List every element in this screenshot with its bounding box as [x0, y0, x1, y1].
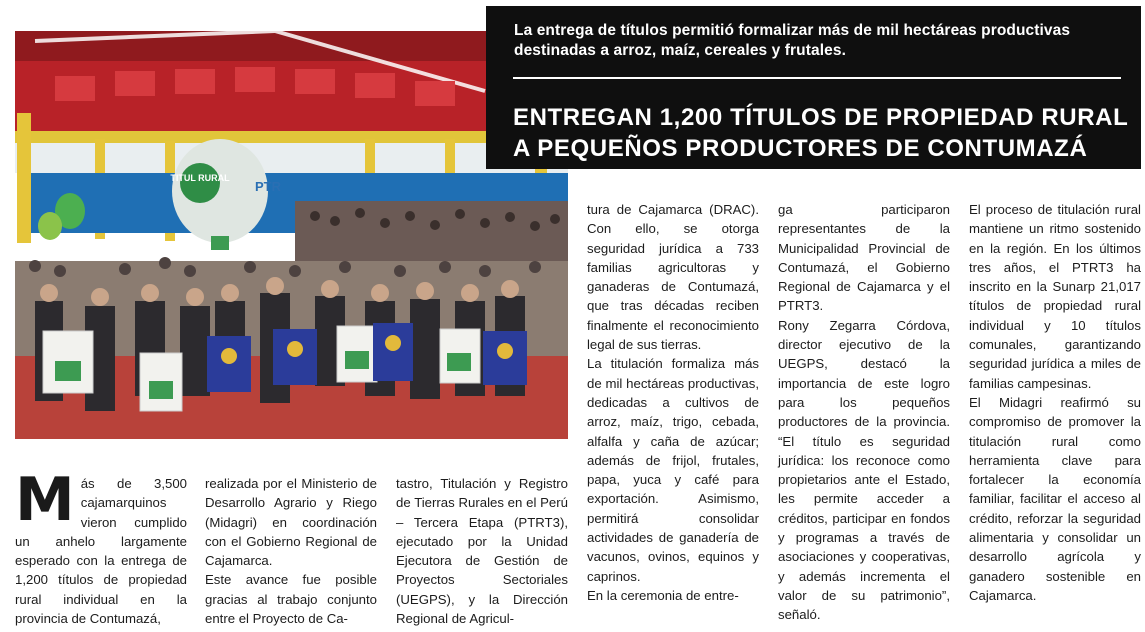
paragraph: realizada por el Ministerio de Desarrollo Agrario y Riego (Midagri) en coordinación con el Gobierno Regional de Cajamarca. — [205, 476, 377, 569]
paragraph: ás de 3,500 cajamarquinos vieron cumplido un anhelo largamente esperado con la entrega de 1,200 títulos de propiedad rural individual en la provincia de Contumazá, — [15, 476, 187, 627]
article-column-6 — [969, 200, 1141, 605]
paragraph: En la ceremonia de entre- — [587, 587, 739, 603]
paragraph: tastro, Titulación y Registro de Tierras Rurales en el Perú – Tercera Etapa (PTRT3), ejecutado por la Unidad Ejecutora de Gestión de Proyectos Sectoriales (UEGPS), y la Dirección Regional de Agricul- — [396, 476, 568, 627]
paragraph: La titulación formaliza más de mil hectáreas productivas, dedicadas a cultivos de arroz, maíz, trigo, cebada, alfalfa y caña de azúcar; además de frijol, frutales, papa, yuca y café para exportación. Asimismo, permitirá consolidar actividades de ganadería de vacunos, ovinos, equinos y caprinos. — [587, 356, 759, 584]
article-column-3 — [396, 474, 568, 628]
balloon-ptr-label: PTR — [255, 179, 281, 194]
paragraph: El Midagri reafirmó su compromiso de promover la titulación rural como herramienta clave para fortalecer la economía familiar, facilitar el acceso al crédito, reforzar la seguridad alimentaria y consolidar un desarrollo agrícola y ganadero sostenible en Cajamarca. — [969, 394, 1141, 603]
headline-line-1: ENTREGAN 1,200 TÍTULOS DE PROPIEDAD RURAL — [513, 104, 1129, 131]
header-divider — [513, 77, 1121, 79]
paragraph: Rony Zegarra Córdova, director ejecutivo de la UEGPS, destacó la importancia de este logro para los pequeños productores de la provincia. “El título es seguridad jurídica: los reconoce como propietarios ante el Estado, les permite acceder a créditos, participar en fondos y programas a través de asociaciones y cooperativas, y además incrementa el valor de su patrimonio”, señaló. — [778, 317, 950, 623]
subheadline: La entrega de títulos permitió formalizar más de mil hectáreas productivas destinadas a arroz, maíz, cereales y frutales. — [514, 22, 1071, 59]
article-column-4 — [587, 200, 759, 605]
drop-cap: M — [15, 465, 75, 535]
paragraph: El proceso de titulación rural mantiene un ritmo sostenido en la región. En los últimos tres años, el PTRT3 ha inscrito en la Sunarp 21,017 títulos de propiedad rural individual y 10 títulos comunales, garantizando seguridad jurídica a miles de familias campesinas. — [969, 202, 1141, 391]
headline-line-2: A PEQUEÑOS PRODUCTORES DE CONTUMAZÁ — [513, 135, 1088, 162]
article-column-2 — [205, 474, 377, 628]
paragraph: Este avance fue posible gracias al trabajo conjunto entre el Proyecto de Ca- — [205, 572, 377, 627]
paragraph: ga participaron representantes de la Municipalidad Provincial de Contumazá, el Gobierno Regional de Cajamarca y el PTRT3. — [778, 202, 950, 314]
paragraph: tura de Cajamarca (DRAC). Con ello, se otorga seguridad jurídica a 733 familias agricultoras y ganaderas de Contumazá, que tras décadas reciben finalmente el reconocimiento legal de sus tierras. — [587, 202, 759, 353]
balloon-label: TITUL RURAL — [170, 173, 230, 183]
headline — [513, 102, 1138, 164]
article-column-1 — [15, 465, 187, 628]
article-column-5 — [778, 200, 950, 625]
headline-box — [486, 6, 1141, 169]
